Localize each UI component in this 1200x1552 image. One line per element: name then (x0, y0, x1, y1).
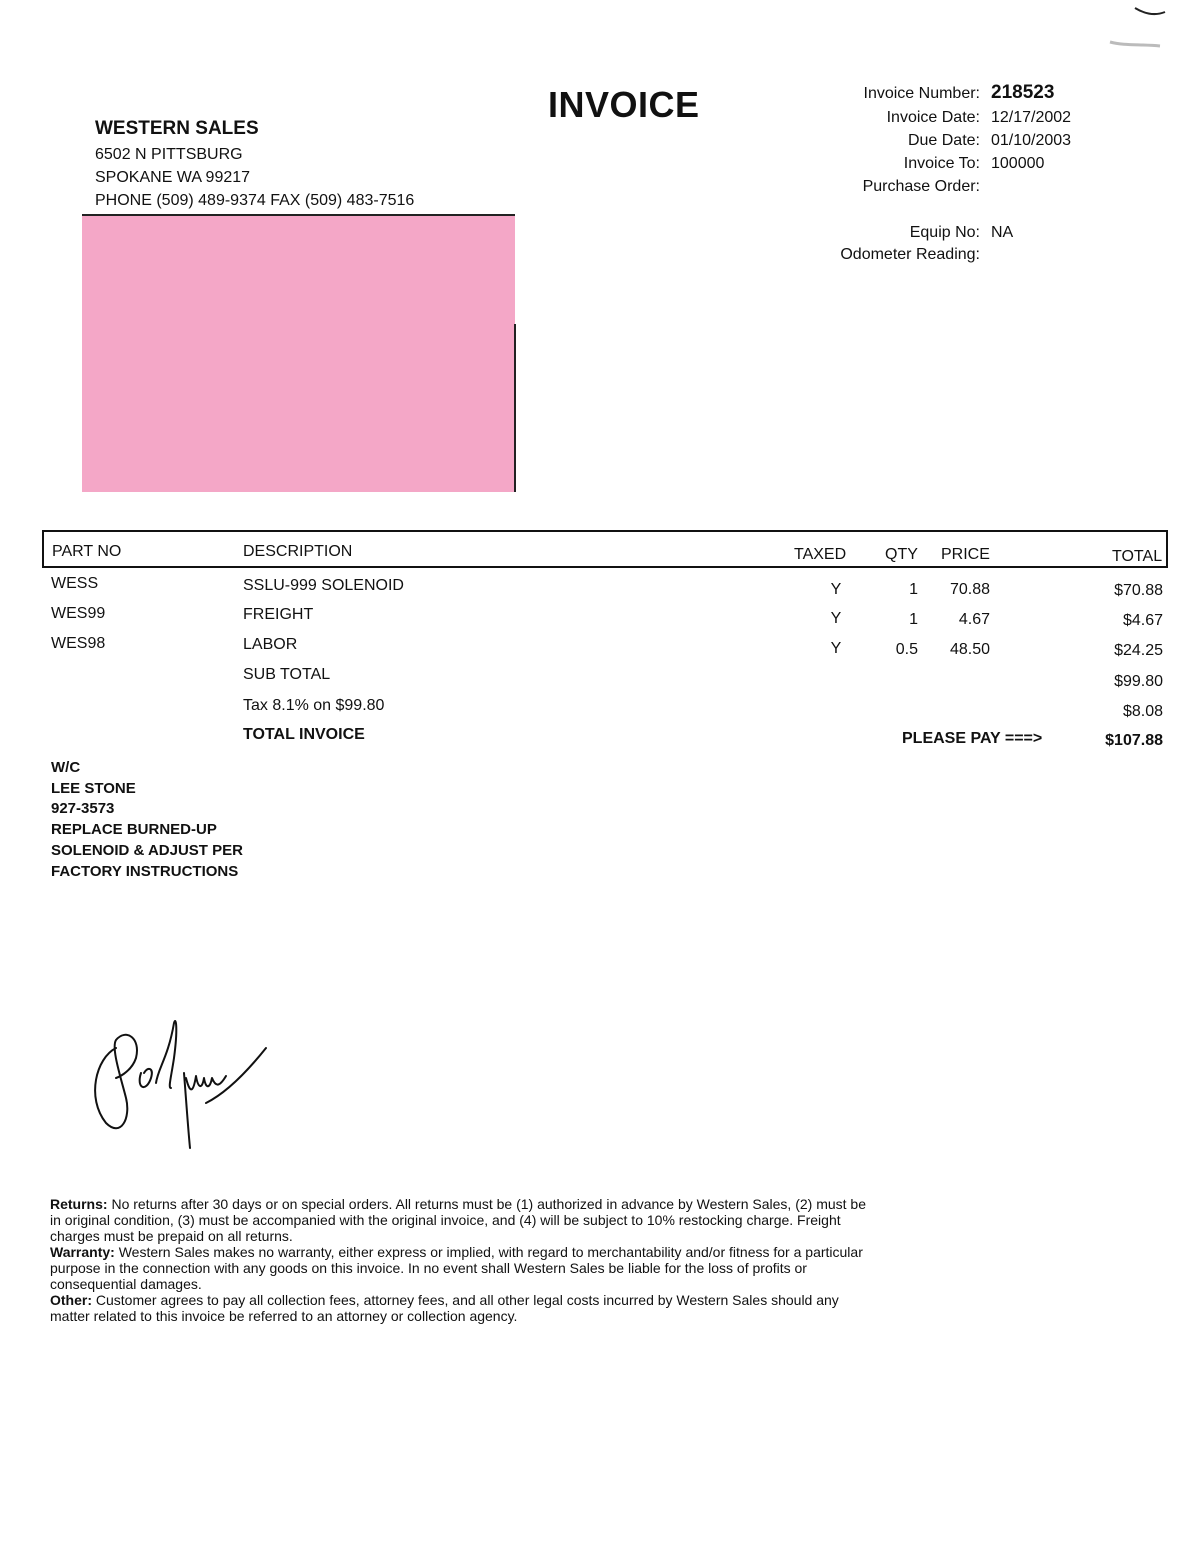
other-text: Customer agrees to pay all collection fees, attorney fees, and all other legal costs incurred by Western Sales should any matter related to this invoice be referred to an attorney or collection agency. (50, 1292, 839, 1324)
equip-no-label: Equip No: (909, 224, 980, 241)
due-date-label: Due Date: (907, 132, 980, 149)
total-invoice-value: $107.88 (1105, 732, 1163, 749)
please-pay-label: PLEASE PAY ===> (902, 730, 1043, 747)
taxed: Y (830, 640, 842, 657)
invoice-to: 100000 (991, 155, 1045, 172)
warranty-text: Western Sales makes no warranty, either express or implied, with regard to merchantability and/or fitness for a particular purpose in the connection with any goods on this invoice. In no event shall Western Sales be liable for the loss of profits or consequential damages. (50, 1244, 863, 1292)
part-no: WES99 (51, 605, 106, 622)
due-date: 01/10/2003 (991, 132, 1072, 149)
description: LABOR (243, 636, 298, 653)
company-phone-fax: PHONE (509) 489-9374 FAX (509) 483-7516 (95, 192, 415, 209)
invoice-date-label: Invoice Date: (886, 109, 980, 126)
qty: 1 (909, 611, 918, 628)
col-taxed: TAXED (794, 546, 847, 563)
line-total: $24.25 (1114, 642, 1163, 659)
col-qty: QTY (885, 546, 918, 563)
purchase-order-label: Purchase Order: (862, 178, 980, 195)
returns-label: Returns: (50, 1196, 108, 1212)
note-line: REPLACE BURNED-UP (51, 821, 217, 838)
other-label: Other: (50, 1292, 92, 1308)
col-total: TOTAL (1112, 548, 1163, 565)
part-no: WES98 (51, 635, 106, 652)
qty: 0.5 (895, 641, 918, 658)
note-line: W/C (51, 759, 81, 776)
company-address-line1: 6502 N PITTSBURG (95, 146, 243, 163)
taxed: Y (830, 610, 842, 627)
equip-no: NA (991, 224, 1014, 241)
redacted-address-block (82, 216, 515, 492)
odometer-label: Odometer Reading: (840, 246, 980, 263)
warranty-label: Warranty: (50, 1244, 115, 1260)
company-address-line2: SPOKANE WA 99217 (95, 169, 251, 186)
invoice-date: 12/17/2002 (991, 109, 1072, 126)
price: 48.50 (949, 641, 990, 658)
returns-terms (50, 1196, 870, 1244)
table-header (42, 530, 1168, 568)
part-no: WESS (51, 575, 99, 592)
taxed: Y (830, 581, 842, 598)
redaction-edge (514, 324, 516, 492)
terms-block (50, 1196, 870, 1324)
line-total: $4.67 (1122, 612, 1163, 629)
warranty-terms (50, 1244, 870, 1292)
signature (86, 1018, 286, 1158)
subtotal-value: $99.80 (1114, 673, 1163, 690)
subtotal-label: SUB TOTAL (243, 666, 331, 683)
total-invoice-label: TOTAL INVOICE (243, 726, 365, 743)
note-line: LEE STONE (51, 780, 136, 797)
invoice-title: INVOICE (548, 84, 700, 125)
line-total: $70.88 (1114, 582, 1163, 599)
price: 4.67 (958, 611, 990, 628)
qty: 1 (909, 581, 918, 598)
price: 70.88 (949, 581, 990, 598)
description: SSLU-999 SOLENOID (243, 577, 404, 594)
note-line: 927-3573 (51, 800, 115, 817)
scan-artifact (1050, 0, 1200, 70)
invoice-number-label: Invoice Number: (863, 85, 980, 102)
invoice-to-label: Invoice To: (903, 155, 980, 172)
company-name: WESTERN SALES (95, 118, 259, 139)
other-terms (50, 1292, 870, 1324)
note-line: SOLENOID & ADJUST PER (51, 842, 243, 859)
tax-label: Tax 8.1% on $99.80 (243, 697, 385, 714)
col-price: PRICE (941, 546, 990, 563)
tax-value: $8.08 (1122, 703, 1163, 720)
invoice-number: 218523 (991, 82, 1055, 103)
description: FREIGHT (243, 606, 314, 623)
col-part-no: PART NO (52, 543, 122, 560)
note-line: FACTORY INSTRUCTIONS (51, 863, 239, 880)
returns-text: No returns after 30 days or on special orders. All returns must be (1) authorized in advance by Western Sales, (2) must be in original condition, (3) must be accompanied with the original invoice, and (4) will be subject to 10% restocking charge. Freight charges must be prepaid on all returns. (50, 1196, 866, 1244)
col-description: DESCRIPTION (243, 543, 353, 560)
